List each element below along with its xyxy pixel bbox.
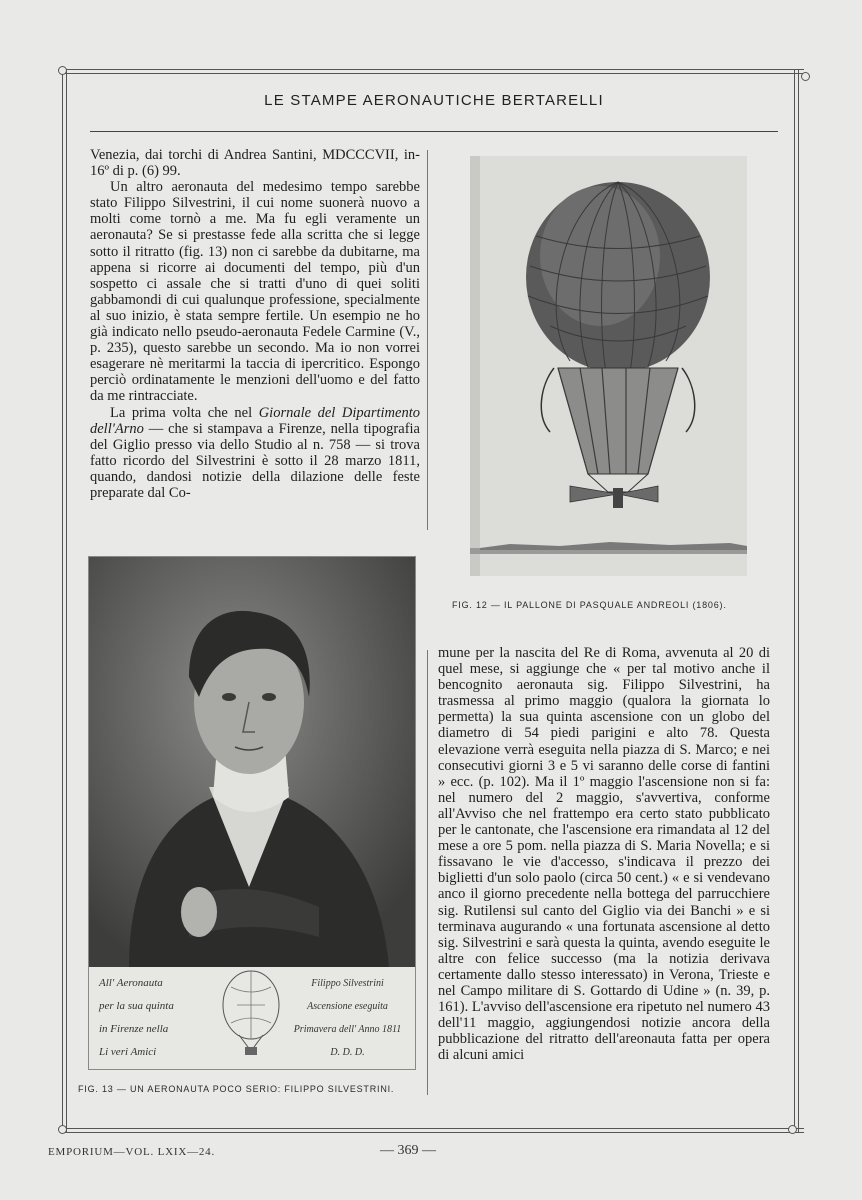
column-divider [427, 650, 428, 1095]
text-run: — che si stampava a Firenze, nella tipografia del Giglio presso via dello Studio al n. 758 — si trova fatto ricordo del Silvestrini è sotto il 28 marzo 1811, quando, dandosi notizie della dilazione delle feste preparate dal Co- [90, 420, 420, 501]
inscription-line: Primavera dell' Anno 1811 [293, 1024, 402, 1035]
footer-journal-ref: EMPORIUM—VOL. LXIX—24. [48, 1146, 216, 1158]
frame-corner-ornament [788, 1125, 797, 1134]
column-divider [427, 150, 428, 530]
frame-bottom-inner [64, 1132, 804, 1133]
header-rule [90, 131, 778, 132]
inscription-right [285, 972, 410, 1064]
left-column-text [90, 147, 420, 501]
paragraph [90, 405, 420, 502]
balloon-illustration [470, 156, 747, 576]
text-run: La prima volta che nel [110, 404, 259, 421]
inscription-line: in Firenze nella [99, 1023, 169, 1035]
inscription-left [99, 972, 219, 1064]
figure-12-caption: FIG. 12 — IL PALLONE DI PASQUALE ANDREOLI (1806). [452, 600, 727, 610]
journal-title: Giornale del Dipartimento dell'Arno [90, 404, 420, 437]
figure-13-portrait-print [88, 556, 416, 1070]
inscription-line: All' Aeronauta [99, 977, 163, 989]
frame-left [62, 69, 63, 1133]
inscription-line: per la sua quinta [99, 1000, 174, 1012]
frame-bottom [64, 1128, 804, 1129]
frame-corner-ornament [58, 1125, 67, 1134]
inscription-line: Filippo Silvestrini [311, 978, 384, 989]
figure-12-balloon-print [470, 156, 747, 576]
page-header-title: LE STAMPE AERONAUTICHE BERTARELLI [264, 92, 604, 109]
frame-left-inner [66, 69, 67, 1133]
paragraph: Un altro aeronauta del medesimo tempo sarebbe stato Filippo Silvestrini, il cui nome suonerà nuovo a molti come tornò a me. Ma fu egli veramente un aeronauta? Se si prestasse fede alla scritta che si legge sotto il ritratto (fig. 13) non ci sarebbe da dubitarne, ma appena si ricorre ai documenti del tempo, più d'un sospetto ci assale che si tratti d'uno di quei soliti gabbamondi di cui qualunque professione, specialmente al suo inizio, è stata sempre fertile. Un esempio ne ho già indicato nello pseudo-aeronauta Fedele Carmine (V., p. 235), questo sarebbe un secondo. Ma io non vorrei esagerare nè meritarmi la taccia di ipercritico. Espongo perciò ordinatamente le menzioni dell'uomo e del fatto da me rintracciate. [90, 179, 420, 405]
page-number: — 369 — [380, 1143, 436, 1158]
frame-corner-ornament [58, 66, 67, 75]
frame-top-inner [64, 73, 804, 74]
frame-right [798, 69, 799, 1133]
inscription-line: Li veri Amici [99, 1046, 157, 1058]
inscription-line: Ascensione eseguita [307, 1001, 388, 1012]
figure-13-caption: FIG. 13 — UN AERONAUTA POCO SERIO: FILIPPO SILVESTRINI. [78, 1084, 395, 1094]
inscription-line: D. D. D. [330, 1047, 365, 1058]
paragraph: mune per la nascita del Re di Roma, avvenuta al 20 di quel mese, si aggiunge che « per tal motivo anche il bencognito aeronauta sig. Filippo Silvestrini, ha trasmessa al primo maggio (qualora la giornata lo permetta) la sua quinta ascensione con un globo del diametro di 54 piedi parigini e alto 78. Questa elevazione verrà eseguita nella piazza di S. Marco; e nei consecutivi giorni 3 e 5 vi saranno delle corse di fantini » ecc. (p. 102). Ma il 1º maggio l'ascensione non si fa: nel numero del 2 maggio, s'avvertiva, conforme all'Avviso che nel frattempo era certo stato pubblicato per le cantonate, che l'ascensione era rimandata al 12 del mese a ore 5 pom. nella piazza di S. Maria Novella; e si fissavano le vie d'accesso, s'indicava il prezzo dei biglietti d'un solo paolo (circa 50 cent.) « e si vendevano anco il giorno precedente nella bottega del parrucchiere sig. Rutilensi sul canto del Giglio via dei Banchi » e si terminava augurando « una fortunata ascensione al detto sig. Silvestrini e sarà questa la quinta, avendo eseguite le altre con felice successo (ma la notizia derivava certamente dallo stesso interessato) in Verona, Trieste e nel Campo militare di S. Gottardo di Udine » (n. 39, p. 161). L'avviso dell'ascensione era ripetuto nel numero 43 dell'11 maggio, aggiungendosi notizie ancora della pubblicazione del ritratto dell'areonauta fatta per opera di alcuni amici [438, 645, 770, 1064]
frame-right-inner [794, 69, 795, 1133]
frame-top [64, 69, 804, 70]
frame-corner-ornament [801, 72, 810, 81]
paragraph: Venezia, dai torchi di Andrea Santini, MDCCCVII, in-16º di p. (6) 99. [90, 147, 420, 180]
right-column-text [438, 645, 770, 1063]
